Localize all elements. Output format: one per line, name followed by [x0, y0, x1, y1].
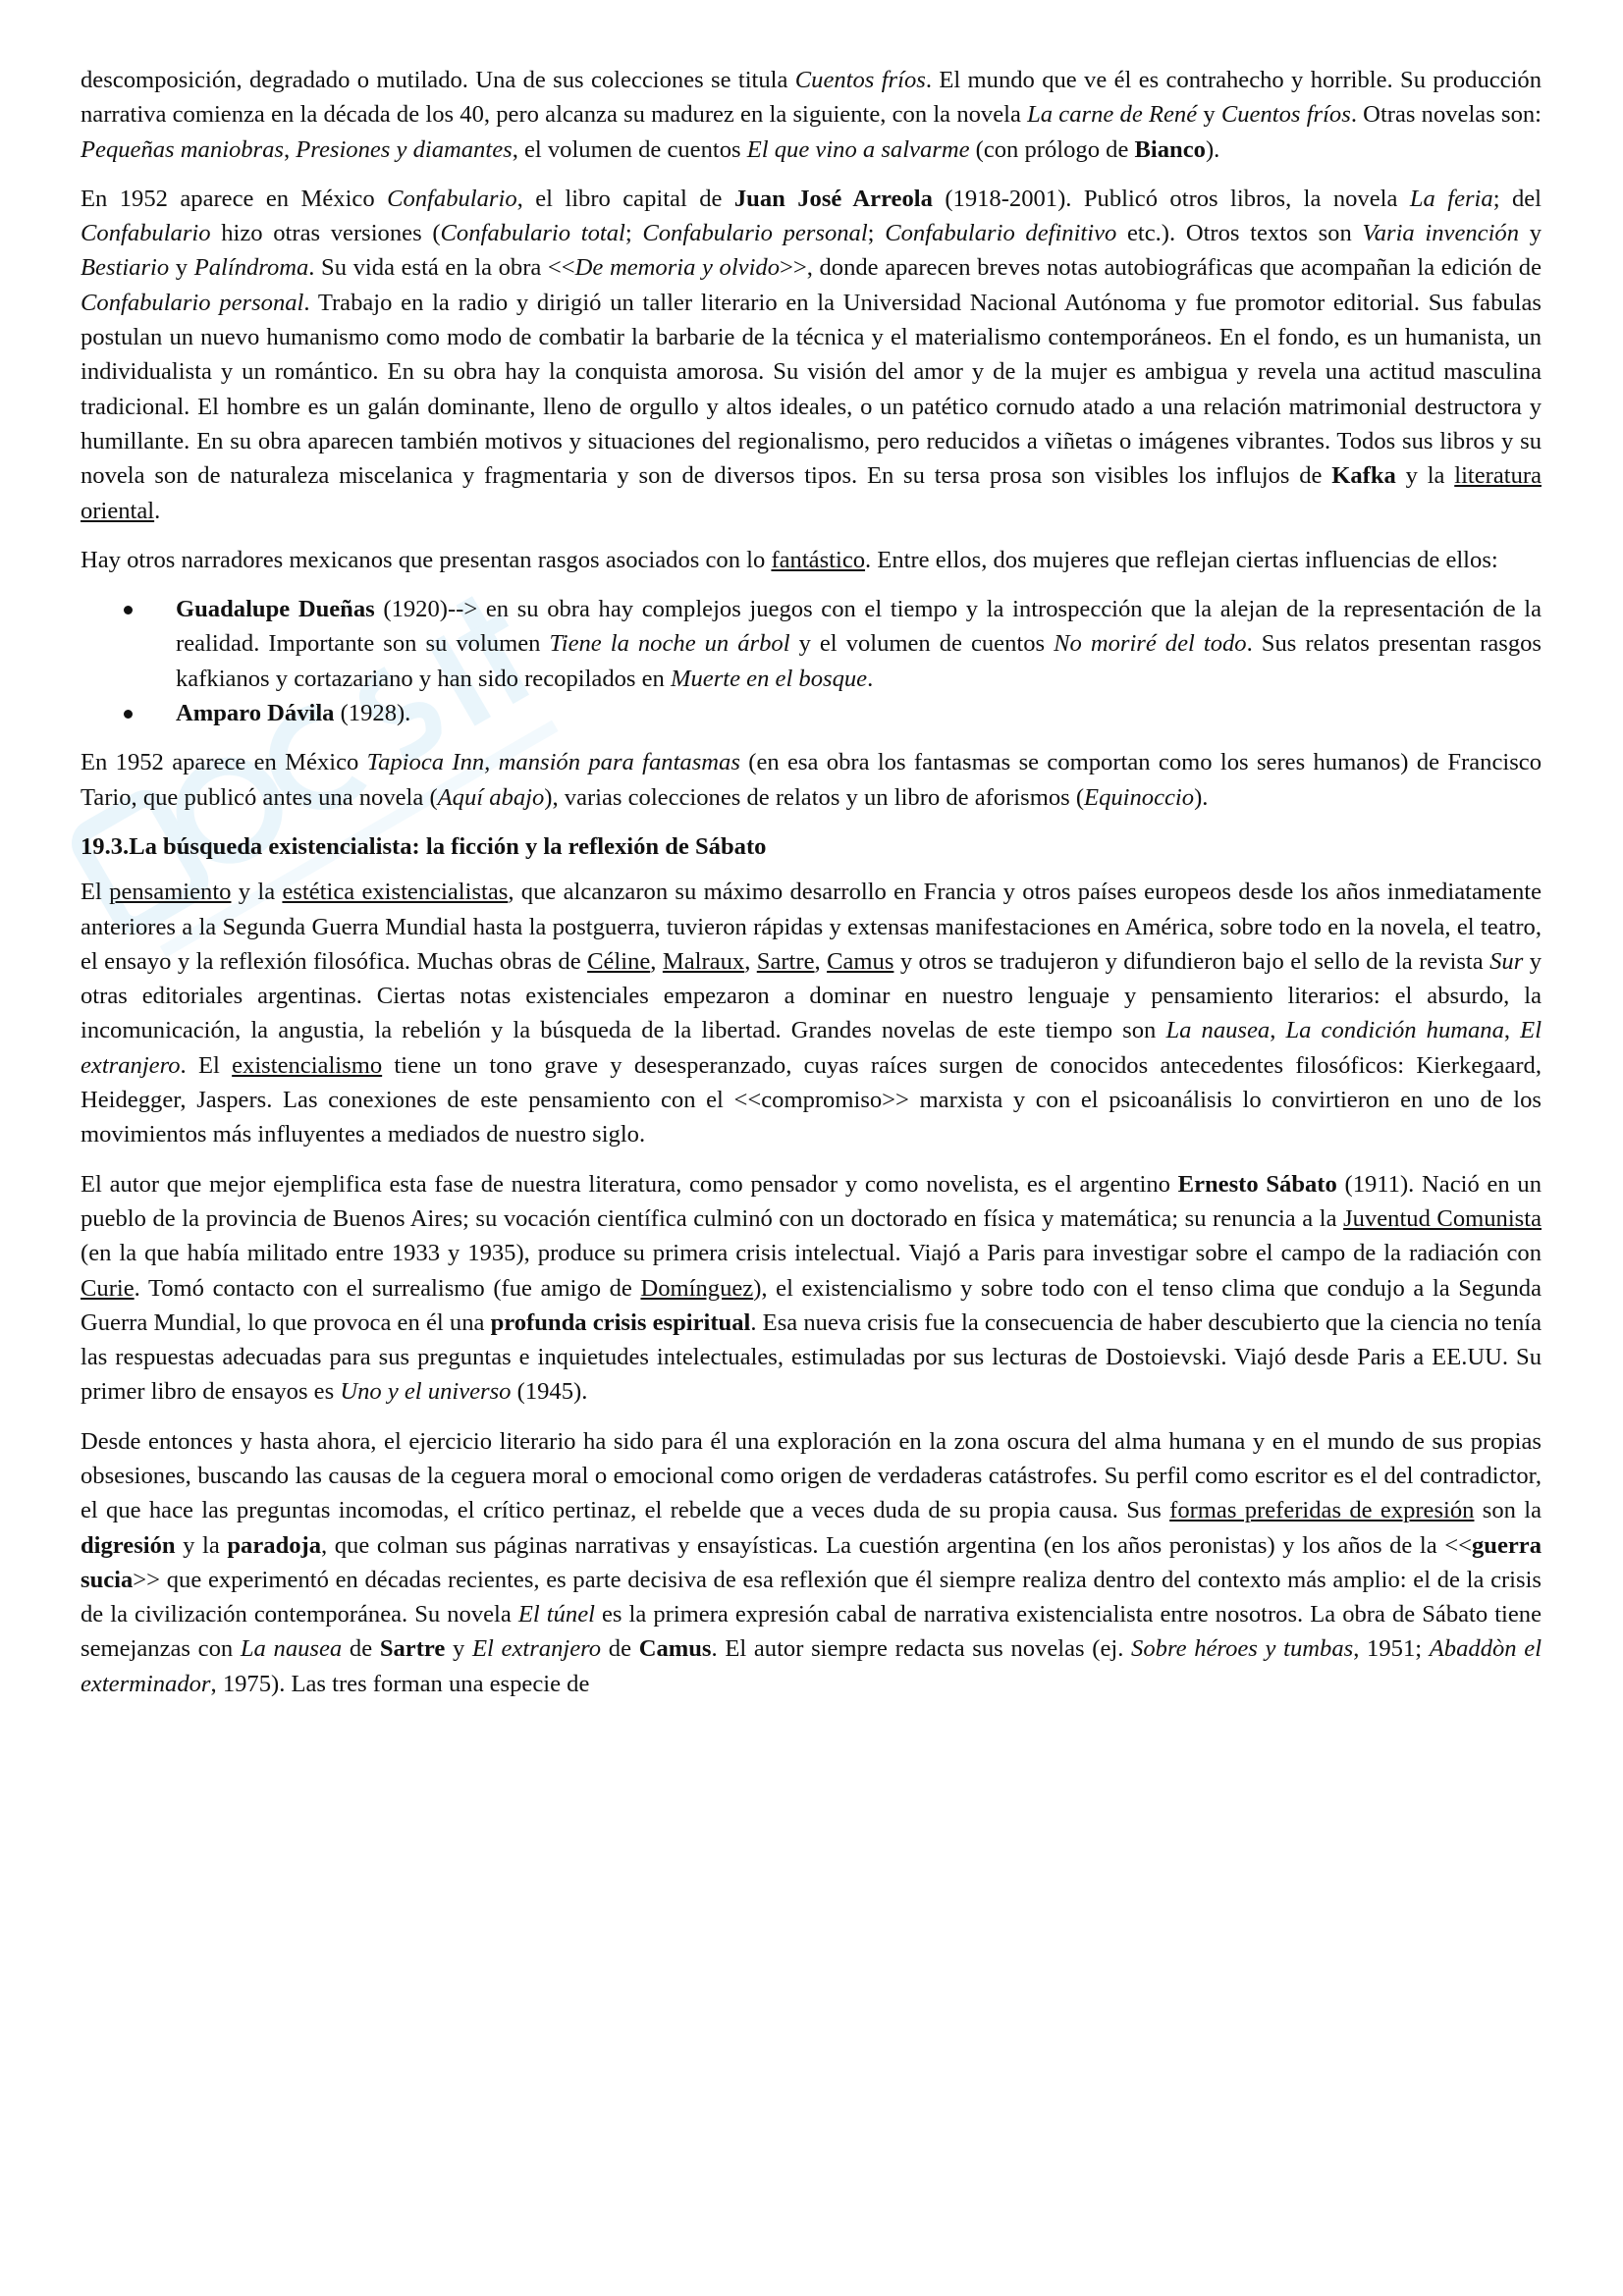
paragraph-tario: En 1952 aparece en México Tapioca Inn, mansión para fantasmas (en esa obra los fantasmas se comportan como los seres humanos) de Francisco Tario, que publicó antes una novela (Aquí abajo), varias colecciones de relatos y un libro de aforismos (Equinoccio).	[81, 749, 1542, 811]
bullet-icon	[124, 710, 133, 719]
document-page	[81, 63, 1542, 1716]
paragraph-1: descomposición, degradado o mutilado. Una de sus colecciones se titula Cuentos fríos. El mundo que ve él es contrahecho y horrible. Su producción narrativa comienza en la década de los 40, pero alcanza su madurez en la siguiente, con la novela La carne de René y Cuentos fríos. Otras novelas son: Pequeñas maniobras, Presiones y diamantes, el volumen de cuentos El que vino a salvarme (con prólogo de Bianco).	[81, 67, 1542, 163]
paragraph-sabato: El autor que mejor ejemplifica esta fase de nuestra literatura, como pensador y como novelista, es el argentino Ernesto Sábato (1911). Nació en un pueblo de la provincia de Buenos Aires; su vocación científica culminó con un doctorado en física y matemática; su renuncia a la Juventud Comunista (en la que había militado entre 1933 y 1935), produce su primera crisis intelectual. Viajó a Paris para investigar sobre el campo de la radiación con Curie. Tomó contacto con el surrealismo (fue amigo de Domínguez), el existencialismo y sobre todo con el tenso clima que condujo a la Segunda Guerra Mundial, lo que provoca en él una profunda crisis espiritual. Esa nueva crisis fue la consecuencia de haber descubierto que la ciencia no tenía las respuestas adecuadas para sus preguntas e inquietudes intelectuales, estimuladas por sus lecturas de Dostoievski. Viajó desde Paris a EE.UU. Su primer libro de ensayos es Uno y el universo (1945).	[81, 1170, 1542, 1406]
paragraph-existencialismo: El pensamiento y la estética existencialistas, que alcanzaron su máximo desarrollo en Francia y otros países europeos desde los años inmediatamente anteriores a la Segunda Guerra Mundial hasta la postguerra, tuvieron rápidas y extensas manifestaciones en América, sobre todo en la novela, el teatro, el ensayo y la reflexión filosófica. Muchas obras de Céline, Malraux, Sartre, Camus y otros se tradujeron y difundieron bajo el sello de la revista Sur y otras editoriales argentinas. Ciertas notas existenciales empezaron a dominar en nuestro lenguaje y pensamiento literarios: el absurdo, la incomunicación, la angustia, la rebelión y la búsqueda de la libertad. Grandes novelas de este tiempo son La nausea, La condición humana, El extranjero. El existencialismo tiene un tono grave y desesperanzado, cuyas raíces surgen de conocidos antecedentes filosóficos: Kierkegaard, Heidegger, Jaspers. Las conexiones de este pensamiento con el <<compromiso>> marxista y con el psicoanálisis lo convirtieron en uno de los movimientos más influyentes a mediados de nuestro siglo.	[81, 879, 1542, 1148]
paragraph-fantastico: Hay otros narradores mexicanos que presentan rasgos asociados con lo fantástico. Entre ellos, dos mujeres que reflejan ciertas influencias de ellos:	[81, 546, 1498, 573]
bullet-list	[81, 592, 1542, 730]
list-item: Guadalupe Dueñas (1920)--> en su obra hay complejos juegos con el tiempo y la introspección que la alejan de la representación de la realidad. Importante son su volumen Tiene la noche un árbol y el volumen de cuentos No moriré del todo. Sus relatos presentan rasgos kafkianos y cortazariano y han sido recopilados en Muerte en el bosque.	[81, 592, 1542, 696]
bullet-icon	[124, 606, 133, 614]
paragraph-ejercicio-literario: Desde entonces y hasta ahora, el ejercicio literario ha sido para él una exploración en la zona oscura del alma humana y en el mundo de sus propias obsesiones, buscando las causas de la ceguera moral o emocional como origen de verdaderas catástrofes. Su perfil como escritor es el del contradictor, el que hace las preguntas incomodas, el crítico pertinaz, el rebelde que a veces duda de su propia causa. Sus formas preferidas de expresión son la digresión y la paradoja, que colman sus páginas narrativas y ensayísticas. La cuestión argentina (en los años peronistas) y los años de la <<guerra sucia>> que experimentó en décadas recientes, es parte decisiva de esa reflexión que él siempre realiza dentro del contexto más amplio: el de la crisis de la civilización contemporánea. Su novela El túnel es la primera expresión cabal de narrativa existencialista entre nosotros. La obra de Sábato tiene semejanzas con La nausea de Sartre y El extranjero de Camus. El autor siempre redacta sus novelas (ej. Sobre héroes y tumbas, 1951; Abaddòn el exterminador, 1975). Las tres forman una especie de	[81, 1427, 1542, 1697]
paragraph-arreola: En 1952 aparece en México Confabulario, el libro capital de Juan José Arreola (1918-2001). Publicó otros libros, la novela La feria; del Confabulario hizo otras versiones (Confabulario total; Confabulario personal; Confabulario definitivo etc.). Otros textos son Varia invención y Bestiario y Palíndroma. Su vida está en la obra <<De memoria y olvido>>, donde aparecen breves notas autobiográficas que acompañan la edición de Confabulario personal. Trabajo en la radio y dirigió un taller literario en la Universidad Nacional Autónoma y fue promotor editorial. Sus fabulas postulan un nuevo humanismo como modo de combatir la barbarie de la técnica y el materialismo contemporáneos. En el fondo, es un humanista, un individualista y un romántico. En su obra hay la conquista amorosa. Su visión del amor y de la mujer es ambigua y revela una actitud masculina tradicional. El hombre es un galán dominante, lleno de orgullo y altos ideales, o un patético cornudo atado a una relación matrimonial destructora y humillante. En su obra aparecen también motivos y situaciones del regionalismo, pero reducidos a viñetas o imágenes vibrantes. Todos sus libros y su novela son de naturaleza miscelanica y fragmentaria y son de diversos tipos. En su tersa prosa son visibles los influjos de Kafka y la literatura oriental.	[81, 185, 1542, 524]
list-item: Amparo Dávila (1928).	[81, 696, 1542, 730]
section-heading: 19.3.La búsqueda existencialista: la ficción y la reflexión de Sábato	[81, 832, 767, 860]
